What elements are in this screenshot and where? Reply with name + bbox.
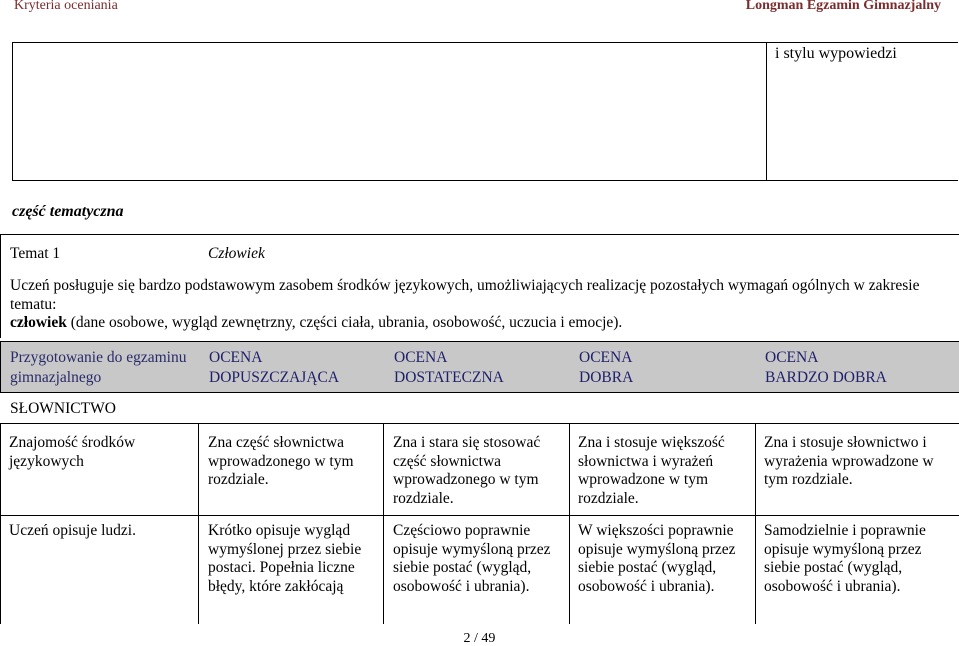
grade-header-col3-line1: OCENA xyxy=(394,349,448,366)
temat-name: Człowiek xyxy=(208,245,265,262)
section-title: część tematyczna xyxy=(12,203,124,220)
grid-vline xyxy=(0,424,1,624)
grade-header-col2 xyxy=(209,348,339,388)
box-divider xyxy=(766,43,767,180)
slownictwo-divider xyxy=(0,423,959,424)
grid-vline xyxy=(198,424,199,624)
grade-header-col1-line1: Przygotowanie do egzaminu xyxy=(10,349,187,366)
row1-bardzo-dobra: Zna i stosuje słownictwo i wyrażenia wprowadzone w tym rozdziale. xyxy=(764,434,934,488)
description-keyword: człowiek xyxy=(10,314,67,331)
grade-header-col4-line2: DOBRA xyxy=(579,369,634,386)
row1-dopuszczajaca: Zna część słownictwa wprowadzonego w tym rozdziale. xyxy=(208,434,354,488)
grade-header-col1 xyxy=(10,348,186,388)
grid-vline xyxy=(569,424,570,624)
header-left: Kryteria oceniania xyxy=(14,0,118,13)
description-line2: (dane osobowe, wygląd zewnętrzny, części ciała, ubrania, osobowość, uczucia i emocje). xyxy=(66,314,623,331)
grade-header-col4 xyxy=(579,348,633,388)
grade-header-col1-line2: gimnazjalnego xyxy=(10,369,102,386)
grade-header-col2-line2: DOPUSZCZAJĄCA xyxy=(209,369,340,386)
temat-label: Temat 1 xyxy=(10,245,61,262)
description-line1: Uczeń posługuje się bardzo podstawowym zasobem środków językowych, umożliwiających realizację pozostałych wymagań ogólnych w zakresie tematu: xyxy=(10,277,920,313)
grid-vline xyxy=(755,424,756,624)
grade-header-col5 xyxy=(765,348,887,388)
header-right: Longman Egzamin Gimnazjalny xyxy=(745,0,941,13)
grid-hline xyxy=(0,515,959,516)
row2-dopuszczajaca: Krótko opisuje wygląd wymyślonej przez siebie postaci. Popełnia liczne błędy, które zakłócają xyxy=(208,522,362,595)
top-table-box xyxy=(12,42,958,181)
grade-header-row xyxy=(0,341,959,393)
row2-dostateczna: Częściowo poprawnie opisuje wymyśloną przez siebie postać (wygląd, osobowość i ubrania). xyxy=(393,522,551,595)
slownictwo-heading: SŁOWNICTWO xyxy=(10,400,116,417)
grade-header-col3 xyxy=(394,348,504,388)
row2-dobra: W większości poprawnie opisuje wymyśloną przez siebie postać (wygląd, osobowość i ubrania). xyxy=(578,522,736,595)
row1-dobra: Zna i stosuje większość słownictwa i wyrażeń wprowadzone w tym rozdziale. xyxy=(578,434,725,507)
row2-bardzo-dobra: Samodzielnie i poprawnie opisuje wymyśloną przez siebie postać (wygląd, osobowość i ubrania). xyxy=(764,522,926,595)
temat-description xyxy=(10,277,955,333)
row2-criterion: Uczeń opisuje ludzi. xyxy=(9,522,136,539)
grade-header-col5-line2: BARDZO DOBRA xyxy=(765,369,887,386)
row1-criterion: Znajomość środków językowych xyxy=(9,434,136,470)
top-box-text: i stylu wypowiedzi xyxy=(775,45,897,62)
grade-header-col3-line2: DOSTATECZNA xyxy=(394,369,504,386)
row1-dostateczna: Zna i stara się stosować część słownictwa wprowadzonego w tym rozdziale. xyxy=(393,434,541,507)
grid-vline xyxy=(383,424,384,624)
grade-header-col4-line1: OCENA xyxy=(579,349,633,366)
page-number: 2 / 49 xyxy=(463,631,496,646)
grade-header-col2-line1: OCENA xyxy=(209,349,263,366)
grade-header-col5-line1: OCENA xyxy=(765,349,819,366)
